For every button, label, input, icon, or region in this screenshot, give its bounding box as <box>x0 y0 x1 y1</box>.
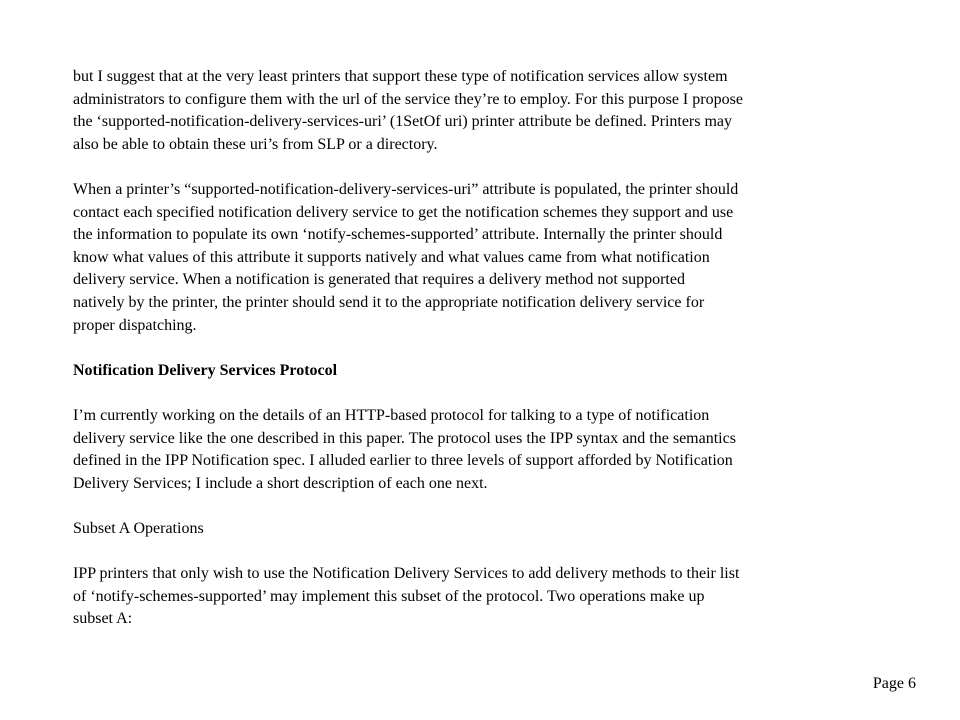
paragraph-url-configuration <box>73 66 893 156</box>
text-line: of ‘notify-schemes-supported’ may implement this subset of the protocol. Two operations make up <box>73 587 705 605</box>
subsection-heading: Subset A Operations <box>73 519 204 537</box>
text-line: I’m currently working on the details of an HTTP-based protocol for talking to a type of notification <box>73 406 710 424</box>
paragraph-subset-a <box>73 563 893 631</box>
text-line: the ‘supported-notification-delivery-services-uri’ (1SetOf uri) printer attribute be defined. Printers may <box>73 113 733 131</box>
section-heading: Notification Delivery Services Protocol <box>73 361 338 379</box>
document-body <box>73 66 893 653</box>
text-line: IPP printers that only wish to use the Notification Delivery Services to add delivery methods to their list <box>73 565 740 583</box>
text-line: delivery service like the one described in this paper. The protocol uses the IPP syntax and the semantics <box>73 429 736 447</box>
text-line: know what values of this attribute it supports natively and what values came from what notification <box>73 248 710 266</box>
text-line: contact each specified notification delivery service to get the notification schemes they support and use <box>73 203 734 221</box>
text-line: When a printer’s “supported-notification-delivery-services-uri” attribute is populated, the printer should <box>73 180 739 198</box>
text-line: also be able to obtain these uri’s from SLP or a directory. <box>73 135 438 153</box>
text-line: delivery service. When a notification is generated that requires a delivery method not supported <box>73 271 685 289</box>
text-line: subset A: <box>73 610 133 628</box>
paragraph-protocol-description <box>73 405 893 495</box>
text-line: Delivery Services; I include a short description of each one next. <box>73 474 488 492</box>
page-number: Page 6 <box>872 675 916 692</box>
text-line: proper dispatching. <box>73 316 197 334</box>
text-line: defined in the IPP Notification spec. I alluded earlier to three levels of support afforded by Notification <box>73 452 733 470</box>
text-line: natively by the printer, the printer should send it to the appropriate notification delivery service for <box>73 293 705 311</box>
text-line: the information to populate its own ‘notify-schemes-supported’ attribute. Internally the printer should <box>73 226 723 244</box>
text-line: but I suggest that at the very least printers that support these type of notification services allow system <box>73 68 728 85</box>
text-line: administrators to configure them with the url of the service they’re to employ. For this purpose I propose <box>73 90 743 108</box>
paragraph-printer-behavior <box>73 179 893 337</box>
